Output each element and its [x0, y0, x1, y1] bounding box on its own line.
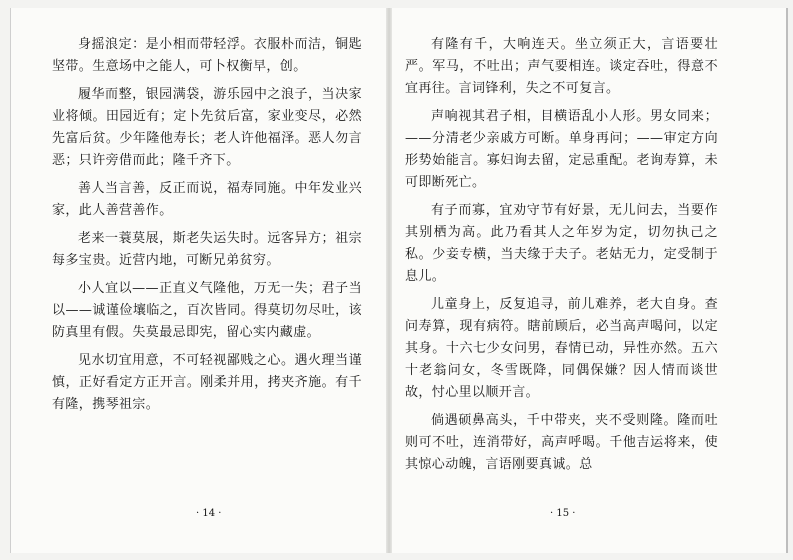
- right-paragraph-1: 有隆有千，大响连天。坐立须正大，言语要壮严。军马，不吐出；声气要相连。谈定吞吐，得意不宜再往。言词锋利，失之不可复言。: [405, 37, 718, 96]
- right-paragraph-4: 儿童身上，反复追寻，前儿难养，老大自身。查问寿算，现有病符。瞎前顾后，必当高声喝问，以定其身。十六七少女问男，春情已动，异性亦然。五六十老翁问女，冬雪既降，同偶保嫌？因人情而谈世故，忖心里以顺开言。: [405, 297, 718, 400]
- left-paragraph-3: 善人当言善，反正而说，福寿同施。中年发业兴家，此人善营善作。: [52, 181, 362, 218]
- right-page-number: · 15 ·: [550, 508, 576, 519]
- right-paragraph-2: 声响视其君子相，目横语乱小人形。男女同来；——分清老少亲戚方可断。单身再问；——审定方向形势始能言。寡妇询去留，定忌重配。老询寿算，未可即断死亡。: [405, 109, 718, 190]
- right-page: [405, 34, 718, 482]
- left-paragraph-4: 老来一蓑莫展，斯老失运失时。远客异方；祖宗每多宝贵。近营内地，可断兄弟贫穷。: [52, 231, 362, 268]
- book-gutter: [386, 8, 392, 553]
- left-paragraph-2: 履华而整，银园满袋，游乐园中之浪子，当决家业将倾。田园近有；定卜先贫后富，家业变尽，必然先富后贫。少年隆他寿长；老人许他福泽。恶人勿言恶；只许旁借而此；隆千齐下。: [52, 87, 362, 168]
- left-paragraph-5: 小人宜以——正直义气隆他，万无一失；君子当以——诚谨俭壤临之，百次皆同。得莫切勿尽吐，该防真里有假。失莫最忌即宪，留心实内藏虚。: [52, 281, 362, 340]
- left-page: [52, 34, 362, 422]
- left-paragraph-1: 身摇浪定：是小相而带轻浮。衣服朴而洁，铜匙坚带。生意场中之能人，可卜权衡早，创。: [52, 37, 362, 74]
- right-paragraph-3: 有子而寡，宜劝守节有好景，无儿问去，当要作其别栖为高。此乃看其人之年岁为定，切勿执己之私。少妾专横，当夫缘于夫子。老姑无力，定受制于息儿。: [405, 203, 718, 284]
- left-page-number: · 14 ·: [196, 508, 222, 519]
- left-paragraph-6: 见水切宜用意，不可轻视鄙贱之心。遇火理当谨慎，正好看定方正开言。刚柔并用，拷夹齐施。有千有隆，携琴祖宗。: [52, 353, 362, 412]
- right-paragraph-5: 倘遇硕鼻高头，千中带夹，夹不受则隆。隆而吐则可不吐，连消带好，高声呼喝。千他吉运将来，使其惊心动魄，言语刚要真诚。总: [405, 413, 718, 472]
